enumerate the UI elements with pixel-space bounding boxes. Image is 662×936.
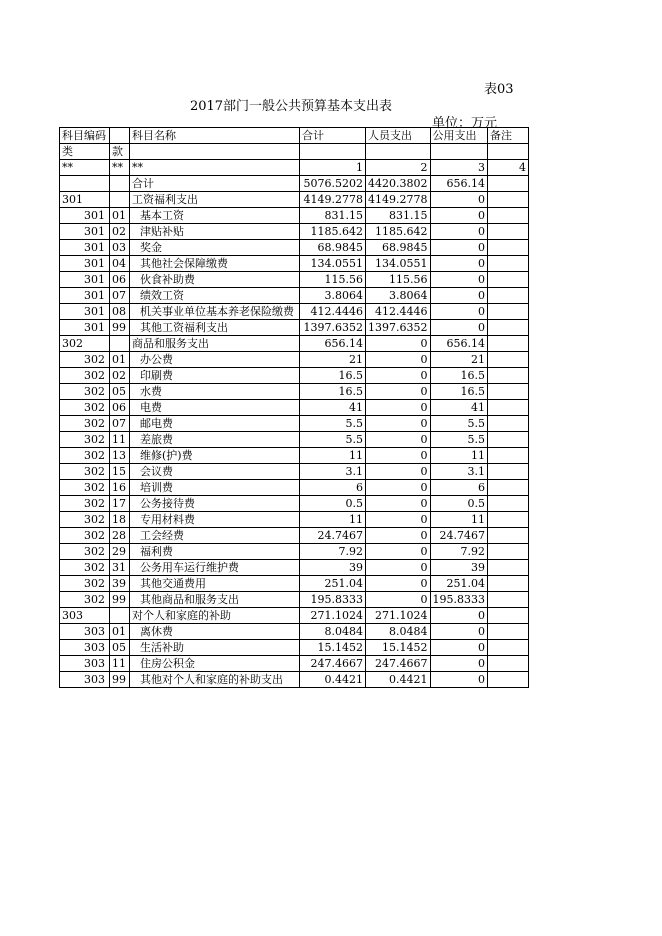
cell-class: 302 <box>60 480 110 496</box>
cell-personnel: 134.0551 <box>366 256 431 272</box>
cell-public: 24.7467 <box>430 528 488 544</box>
cell-class: 302 <box>60 576 110 592</box>
cell-public: 39 <box>430 560 488 576</box>
cell-total: 656.14 <box>300 336 366 352</box>
cell-public: 0 <box>430 224 488 240</box>
cell-name: 邮电费 <box>130 416 300 432</box>
cell-public: 656.14 <box>430 176 488 192</box>
table-row <box>60 672 529 688</box>
cell-item <box>110 176 130 192</box>
cell-public: 16.5 <box>430 384 488 400</box>
cell-item: 01 <box>110 208 130 224</box>
cell-remark <box>488 464 529 480</box>
cell-item: 13 <box>110 448 130 464</box>
cell-total: 16.5 <box>300 368 366 384</box>
index-row <box>60 160 529 176</box>
cell-class: 302 <box>60 432 110 448</box>
table-row <box>60 592 529 608</box>
cell-remark <box>488 336 529 352</box>
cell-public: 0 <box>430 304 488 320</box>
cell-class: 303 <box>60 672 110 688</box>
table-row <box>60 448 529 464</box>
cell-personnel: 247.4667 <box>366 656 431 672</box>
cell-name: 电费 <box>130 400 300 416</box>
table-row <box>60 384 529 400</box>
cell-total: 41 <box>300 400 366 416</box>
cell-item: 11 <box>110 656 130 672</box>
cell-item: 04 <box>110 256 130 272</box>
cell-total: 11 <box>300 512 366 528</box>
index-public: 3 <box>430 160 488 176</box>
cell-remark <box>488 624 529 640</box>
cell-name: 培训费 <box>130 480 300 496</box>
cell-remark <box>488 576 529 592</box>
table-row <box>60 256 529 272</box>
cell-class: 301 <box>60 192 110 208</box>
cell-remark <box>488 480 529 496</box>
cell-personnel: 0 <box>366 336 431 352</box>
cell-class: 301 <box>60 240 110 256</box>
subheader-row <box>60 144 529 160</box>
cell-personnel: 0 <box>366 464 431 480</box>
cell-class: 301 <box>60 288 110 304</box>
cell-class: 302 <box>60 384 110 400</box>
cell-name: 会议费 <box>130 464 300 480</box>
cell-public: 3.1 <box>430 464 488 480</box>
cell-public: 195.8333 <box>430 592 488 608</box>
cell-personnel: 0 <box>366 432 431 448</box>
cell-item: 07 <box>110 416 130 432</box>
cell-name: 生活补助 <box>130 640 300 656</box>
cell-total: 24.7467 <box>300 528 366 544</box>
table-row <box>60 240 529 256</box>
cell-class: 302 <box>60 528 110 544</box>
index-item: ** <box>110 160 130 176</box>
cell-remark <box>488 288 529 304</box>
cell-item: 16 <box>110 480 130 496</box>
cell-total: 831.15 <box>300 208 366 224</box>
cell-total: 7.92 <box>300 544 366 560</box>
cell-total: 39 <box>300 560 366 576</box>
cell-item: 05 <box>110 384 130 400</box>
cell-public: 0 <box>430 320 488 336</box>
cell-personnel: 0 <box>366 480 431 496</box>
cell-name: 奖金 <box>130 240 300 256</box>
cell-remark <box>488 544 529 560</box>
cell-name: 住房公积金 <box>130 656 300 672</box>
cell-total: 16.5 <box>300 384 366 400</box>
cell-item: 15 <box>110 464 130 480</box>
cell-total: 4149.2778 <box>300 192 366 208</box>
table-row <box>60 576 529 592</box>
cell-personnel: 0 <box>366 368 431 384</box>
cell-personnel: 0 <box>366 448 431 464</box>
cell-class: 302 <box>60 400 110 416</box>
cell-public: 251.04 <box>430 576 488 592</box>
cell-class: 301 <box>60 256 110 272</box>
cell-item: 01 <box>110 352 130 368</box>
cell-public: 656.14 <box>430 336 488 352</box>
table-row <box>60 464 529 480</box>
cell-total: 247.4667 <box>300 656 366 672</box>
cell-name: 其他对个人和家庭的补助支出 <box>130 672 300 688</box>
cell-item: 02 <box>110 224 130 240</box>
table-row <box>60 192 529 208</box>
cell-remark <box>488 256 529 272</box>
cell-total: 21 <box>300 352 366 368</box>
cell-public: 41 <box>430 400 488 416</box>
cell-personnel: 831.15 <box>366 208 431 224</box>
index-class: ** <box>60 160 110 176</box>
table-row <box>60 528 529 544</box>
cell-class <box>60 176 110 192</box>
cell-item: 01 <box>110 624 130 640</box>
cell-personnel: 4149.2778 <box>366 192 431 208</box>
cell-item: 03 <box>110 240 130 256</box>
cell-remark <box>488 512 529 528</box>
cell-name: 公务接待费 <box>130 496 300 512</box>
col-header-remark: 备注 <box>488 128 529 144</box>
cell-remark <box>488 448 529 464</box>
table-row <box>60 272 529 288</box>
cell-item: 11 <box>110 432 130 448</box>
cell-name: 机关事业单位基本养老保险缴费 <box>130 304 300 320</box>
cell-name: 合计 <box>130 176 300 192</box>
cell-remark <box>488 400 529 416</box>
cell-item: 29 <box>110 544 130 560</box>
cell-remark <box>488 384 529 400</box>
expenditure-table <box>59 127 529 688</box>
cell-name: 伙食补助费 <box>130 272 300 288</box>
cell-personnel: 271.1024 <box>366 608 431 624</box>
cell-total: 134.0551 <box>300 256 366 272</box>
cell-personnel: 412.4446 <box>366 304 431 320</box>
table-row <box>60 320 529 336</box>
cell-item: 28 <box>110 528 130 544</box>
cell-total: 0.5 <box>300 496 366 512</box>
cell-remark <box>488 176 529 192</box>
cell-item: 06 <box>110 400 130 416</box>
col-header-subject-name: 科目名称 <box>130 128 300 144</box>
cell-name: 工资福利支出 <box>130 192 300 208</box>
cell-remark <box>488 672 529 688</box>
cell-total: 5076.5202 <box>300 176 366 192</box>
cell-item: 07 <box>110 288 130 304</box>
cell-class: 302 <box>60 416 110 432</box>
cell-item <box>110 192 130 208</box>
cell-remark <box>488 368 529 384</box>
cell-personnel: 0 <box>366 400 431 416</box>
cell-name: 绩效工资 <box>130 288 300 304</box>
cell-remark <box>488 304 529 320</box>
cell-public: 0 <box>430 640 488 656</box>
cell-name: 津贴补贴 <box>130 224 300 240</box>
cell-public: 5.5 <box>430 432 488 448</box>
cell-public: 0 <box>430 672 488 688</box>
table-row <box>60 416 529 432</box>
cell-personnel: 8.0484 <box>366 624 431 640</box>
cell-remark <box>488 560 529 576</box>
cell-personnel: 15.1452 <box>366 640 431 656</box>
cell-class: 301 <box>60 208 110 224</box>
cell-item: 99 <box>110 320 130 336</box>
cell-personnel: 0 <box>366 416 431 432</box>
cell-class: 302 <box>60 496 110 512</box>
cell-item: 06 <box>110 272 130 288</box>
cell-remark <box>488 640 529 656</box>
index-total: 1 <box>300 160 366 176</box>
cell-name: 对个人和家庭的补助 <box>130 608 300 624</box>
cell-class: 301 <box>60 320 110 336</box>
cell-total: 6 <box>300 480 366 496</box>
cell-remark <box>488 224 529 240</box>
cell-personnel: 4420.3802 <box>366 176 431 192</box>
cell-total: 15.1452 <box>300 640 366 656</box>
cell-personnel: 0 <box>366 528 431 544</box>
cell-class: 302 <box>60 512 110 528</box>
cell-personnel: 0 <box>366 576 431 592</box>
cell-name: 公务用车运行维护费 <box>130 560 300 576</box>
cell-personnel: 3.8064 <box>366 288 431 304</box>
page-title: 2017部门一般公共预算基本支出表 <box>189 99 393 114</box>
cell-item <box>110 336 130 352</box>
cell-public: 7.92 <box>430 544 488 560</box>
col-header-blank <box>110 128 130 144</box>
table-row <box>60 224 529 240</box>
cell-class: 303 <box>60 608 110 624</box>
cell-name: 办公费 <box>130 352 300 368</box>
index-remark: 4 <box>488 160 529 176</box>
cell-class: 303 <box>60 656 110 672</box>
cell-remark <box>488 208 529 224</box>
col-header-public: 公用支出 <box>430 128 488 144</box>
cell-public: 5.5 <box>430 416 488 432</box>
cell-name: 其他社会保障缴费 <box>130 256 300 272</box>
cell-personnel: 0 <box>366 592 431 608</box>
cell-name: 其他工资福利支出 <box>130 320 300 336</box>
cell-item: 99 <box>110 672 130 688</box>
cell-name: 水费 <box>130 384 300 400</box>
cell-public: 0 <box>430 624 488 640</box>
cell-class: 302 <box>60 368 110 384</box>
cell-class: 301 <box>60 224 110 240</box>
cell-item: 18 <box>110 512 130 528</box>
table-row <box>60 336 529 352</box>
cell-personnel: 0 <box>366 384 431 400</box>
cell-public: 11 <box>430 512 488 528</box>
cell-class: 302 <box>60 448 110 464</box>
cell-total: 3.1 <box>300 464 366 480</box>
table-row <box>60 512 529 528</box>
cell-total: 271.1024 <box>300 608 366 624</box>
cell-total: 115.56 <box>300 272 366 288</box>
cell-item: 08 <box>110 304 130 320</box>
cell-class: 302 <box>60 592 110 608</box>
table-row <box>60 608 529 624</box>
cell-total: 68.9845 <box>300 240 366 256</box>
cell-public: 6 <box>430 480 488 496</box>
cell-public: 0 <box>430 208 488 224</box>
cell-class: 302 <box>60 464 110 480</box>
cell-public: 0 <box>430 656 488 672</box>
cell-public: 0 <box>430 240 488 256</box>
cell-item: 05 <box>110 640 130 656</box>
cell-remark <box>488 240 529 256</box>
cell-item: 99 <box>110 592 130 608</box>
table-row <box>60 624 529 640</box>
cell-personnel: 1397.6352 <box>366 320 431 336</box>
cell-name: 商品和服务支出 <box>130 336 300 352</box>
table-row <box>60 208 529 224</box>
cell-name: 差旅费 <box>130 432 300 448</box>
cell-total: 11 <box>300 448 366 464</box>
table-row <box>60 304 529 320</box>
cell-public: 0 <box>430 288 488 304</box>
cell-total: 0.4421 <box>300 672 366 688</box>
cell-total: 251.04 <box>300 576 366 592</box>
cell-item: 31 <box>110 560 130 576</box>
cell-total: 5.5 <box>300 416 366 432</box>
cell-class: 303 <box>60 640 110 656</box>
cell-class: 302 <box>60 560 110 576</box>
cell-name: 印刷费 <box>130 368 300 384</box>
table-row <box>60 352 529 368</box>
cell-total: 8.0484 <box>300 624 366 640</box>
cell-remark <box>488 320 529 336</box>
cell-remark <box>488 352 529 368</box>
table-row <box>60 288 529 304</box>
cell-item: 17 <box>110 496 130 512</box>
col-header-subject-code: 科目编码 <box>60 128 110 144</box>
table-code: 表03 <box>484 82 514 97</box>
cell-remark <box>488 496 529 512</box>
col-header-personnel: 人员支出 <box>366 128 431 144</box>
cell-public: 0.5 <box>430 496 488 512</box>
cell-personnel: 1185.642 <box>366 224 431 240</box>
cell-total: 5.5 <box>300 432 366 448</box>
cell-remark <box>488 528 529 544</box>
cell-name: 工会经费 <box>130 528 300 544</box>
cell-name: 其他商品和服务支出 <box>130 592 300 608</box>
cell-public: 0 <box>430 256 488 272</box>
cell-class: 302 <box>60 544 110 560</box>
table-row <box>60 400 529 416</box>
col-header-item: 款 <box>110 144 130 160</box>
cell-personnel: 115.56 <box>366 272 431 288</box>
cell-public: 0 <box>430 608 488 624</box>
cell-personnel: 0 <box>366 560 431 576</box>
table-row <box>60 640 529 656</box>
table-row <box>60 560 529 576</box>
cell-public: 16.5 <box>430 368 488 384</box>
cell-remark <box>488 192 529 208</box>
cell-total: 1185.642 <box>300 224 366 240</box>
cell-remark <box>488 592 529 608</box>
cell-total: 195.8333 <box>300 592 366 608</box>
table-row <box>60 544 529 560</box>
cell-class: 302 <box>60 352 110 368</box>
cell-public: 11 <box>430 448 488 464</box>
cell-personnel: 0 <box>366 352 431 368</box>
header-row <box>60 128 529 144</box>
cell-remark <box>488 656 529 672</box>
table-row <box>60 176 529 192</box>
cell-class: 301 <box>60 304 110 320</box>
cell-public: 21 <box>430 352 488 368</box>
cell-remark <box>488 608 529 624</box>
cell-name: 维修(护)费 <box>130 448 300 464</box>
cell-item: 39 <box>110 576 130 592</box>
cell-remark <box>488 416 529 432</box>
cell-public: 0 <box>430 192 488 208</box>
cell-remark <box>488 272 529 288</box>
cell-item: 02 <box>110 368 130 384</box>
cell-name: 福利费 <box>130 544 300 560</box>
cell-name: 基本工资 <box>130 208 300 224</box>
cell-personnel: 68.9845 <box>366 240 431 256</box>
cell-public: 0 <box>430 272 488 288</box>
cell-personnel: 0 <box>366 512 431 528</box>
cell-total: 1397.6352 <box>300 320 366 336</box>
cell-name: 专用材料费 <box>130 512 300 528</box>
col-header-total: 合计 <box>300 128 366 144</box>
cell-class: 302 <box>60 336 110 352</box>
cell-personnel: 0.4421 <box>366 672 431 688</box>
table-row <box>60 656 529 672</box>
table-row <box>60 368 529 384</box>
table-row <box>60 496 529 512</box>
index-name: ** <box>130 160 300 176</box>
table-row <box>60 432 529 448</box>
index-personnel: 2 <box>366 160 431 176</box>
cell-personnel: 0 <box>366 496 431 512</box>
cell-item <box>110 608 130 624</box>
cell-remark <box>488 432 529 448</box>
unit-label: 单位：万元 <box>432 116 498 131</box>
cell-class: 301 <box>60 272 110 288</box>
cell-total: 412.4446 <box>300 304 366 320</box>
col-header-class: 类 <box>60 144 110 160</box>
cell-name: 其他交通费用 <box>130 576 300 592</box>
cell-name: 离休费 <box>130 624 300 640</box>
cell-personnel: 0 <box>366 544 431 560</box>
cell-total: 3.8064 <box>300 288 366 304</box>
cell-class: 303 <box>60 624 110 640</box>
table-row <box>60 480 529 496</box>
